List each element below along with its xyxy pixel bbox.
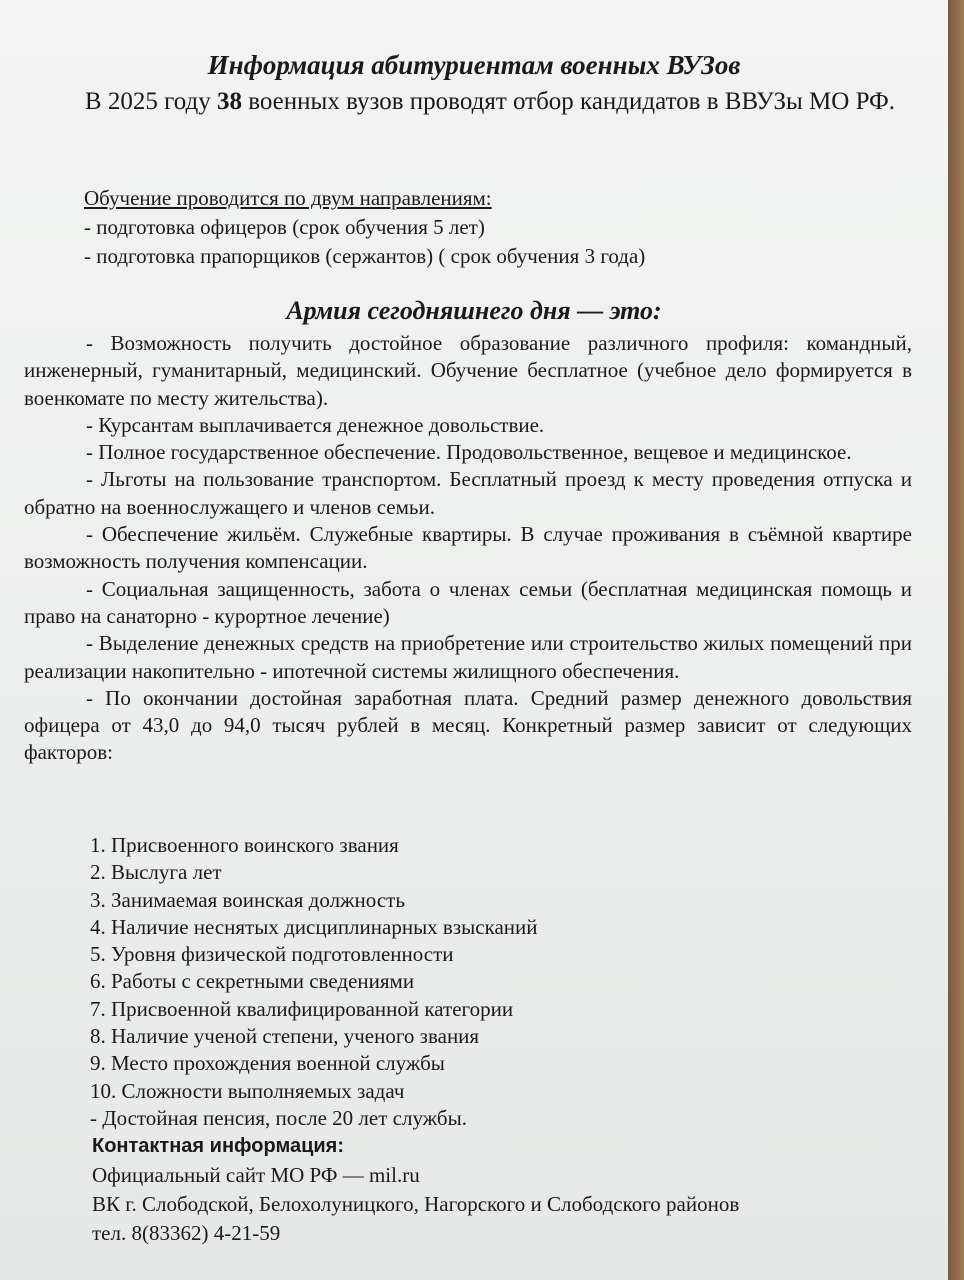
benefit-housing: - Обеспечение жильём. Служебные квартиры. В случае проживания в съёмной квартире возможность получения компенсации. (24, 522, 912, 574)
benefit-education: - Возможность получить достойное образование различного профиля: командный, инженерный, гуманитарный, медицинский. Обучение бесплатное (учебное дело формируется в военкомате по месту жительства). (24, 331, 912, 410)
list-item: 10. Сложности выполняемых задач (90, 1078, 405, 1103)
training-section (84, 184, 645, 271)
benefit-social: - Социальная защищенность, забота о членах семьи (бесплатная медицинская помощь и право на санаторно - курортное лечение) (24, 576, 912, 628)
list-item: 1. Присвоенного воинского звания (90, 833, 399, 857)
benefit-allowance: - Курсантам выплачивается денежное довольствие. (86, 412, 545, 437)
contacts-office: ВК г. Слободской, Белохолуницкого, Нагорского и Слободского районов (92, 1192, 740, 1216)
training-item-officers: - подготовка офицеров (срок обучения 5 лет) (84, 215, 485, 239)
pension-item: - Достойная пенсия, после 20 лет службы. (90, 1105, 467, 1130)
intro-count: 38 (216, 88, 242, 115)
benefits-list (24, 330, 912, 767)
contacts-section (92, 1132, 739, 1248)
list-item: 2. Выслуга лет (90, 860, 222, 885)
board-edge (948, 0, 964, 1280)
document-title: Информация абитуриентам военных ВУЗов (207, 50, 741, 80)
list-item: 4. Наличие неснятых дисциплинарных взысканий (90, 914, 538, 939)
list-item: 5. Уровня физической подготовленности (90, 942, 454, 967)
benefit-mortgage: - Выделение денежных средств на приобретение или строительство жилых помещений при реализации накопительно - ипотечной системы жилищного обеспечения. (24, 631, 912, 683)
contacts-heading: Контактная информация: (92, 1135, 345, 1157)
list-item: 7. Присвоенной квалифицированной категории (90, 996, 514, 1021)
intro-prefix: В 2025 году (84, 88, 211, 115)
training-heading: Обучение проводится по двум направлениям: (84, 186, 492, 210)
benefit-state-support: - Полное государственное обеспечение. Продовольственное, вещевое и медицинское. (86, 440, 852, 465)
list-item: 9. Место прохождения военной службы (90, 1051, 445, 1076)
list-item: 6. Работы с секретными сведениями (90, 969, 415, 994)
list-item: 3. Занимаемая воинская должность (90, 887, 405, 912)
benefit-transport: - Льготы на пользование транспортом. Бесплатный проезд к месту проведения отпуска и обратно на военнослужащего и членов семьи. (24, 467, 912, 519)
list-item: 8. Наличие ученой степени, ученого звания (90, 1024, 480, 1049)
contacts-site: Официальный сайт МО РФ — mil.ru (92, 1163, 420, 1187)
salary-factors-list (90, 832, 538, 1132)
training-item-warrant-officers: - подготовка прапорщиков (сержантов) ( срок обучения 3 года) (84, 244, 646, 268)
contacts-phone: тел. 8(83362) 4-21-59 (92, 1221, 281, 1245)
intro-paragraph (70, 86, 910, 118)
intro-suffix: военных вузов проводят отбор кандидатов в ВВУЗы МО РФ. (248, 88, 896, 115)
benefit-salary: - По окончании достойная заработная плата. Средний размер денежного довольствия офицера от 43,0 до 94,0 тысяч рублей в месяц. Конкретный размер зависит от следующих факторов: (24, 685, 912, 765)
army-title: Армия сегодняшнего дня — это: (286, 296, 662, 325)
